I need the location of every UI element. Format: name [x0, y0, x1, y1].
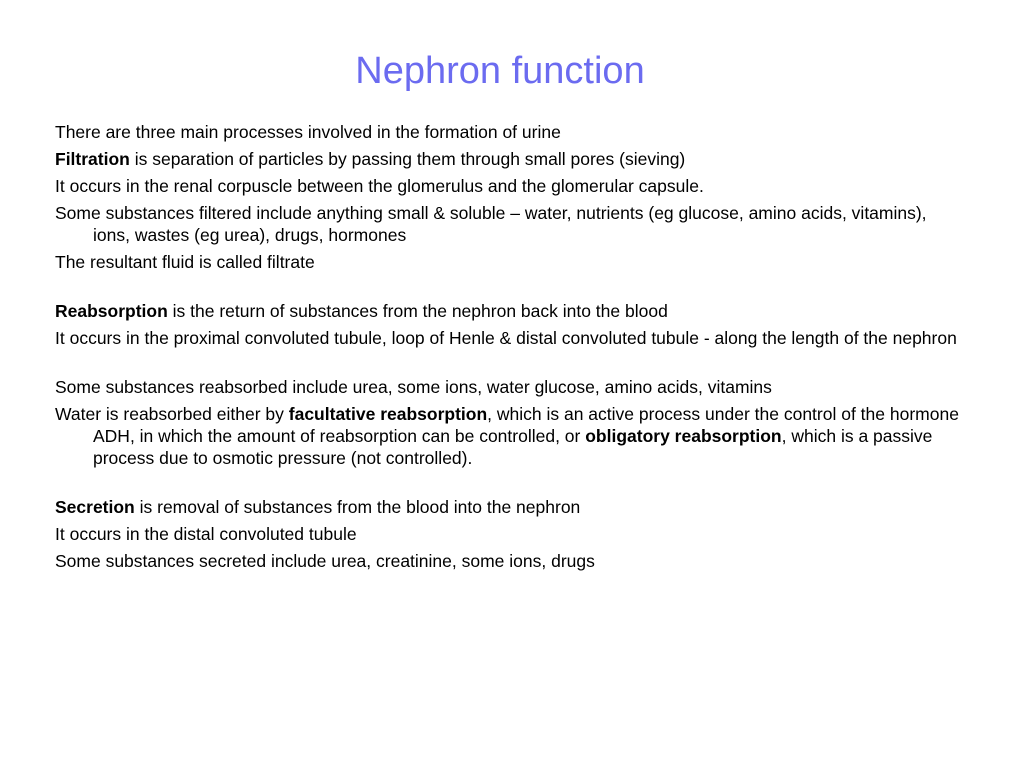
obligatory-term: obligatory reabsorption [585, 426, 782, 446]
filtration-substances: Some substances filtered include anything small & soluble – water, nutrients (eg glucose, amino acids, vitamins), ions, wastes (eg urea), drugs, hormones [55, 203, 927, 245]
filtration-term: Filtration [55, 149, 130, 169]
secretion-location: It occurs in the distal convoluted tubule [55, 524, 357, 544]
secretion-substances: Some substances secreted include urea, creatinine, some ions, drugs [55, 551, 595, 571]
section-spacer [55, 354, 965, 376]
reabsorption-location: It occurs in the proximal convoluted tubule, loop of Henle & distal convoluted tubule - along the length of the nephron [55, 328, 957, 348]
water-suffix: , which is a passive process due to osmotic pressure (not controlled). [93, 426, 933, 468]
section-spacer [55, 474, 965, 496]
slide-title: Nephron function [355, 50, 645, 92]
filtration-location: It occurs in the renal corpuscle between the glomerulus and the glomerular capsule. [55, 176, 704, 196]
reabsorption-definition [55, 300, 965, 322]
reabsorption-definition-text: is the return of substances from the nephron back into the blood [167, 301, 668, 321]
reabsorption-substances: Some substances reabsorbed include urea, some ions, water glucose, amino acids, vitamins [55, 377, 772, 397]
filtration-definition-text: is separation of particles by passing them through small pores (sieving) [129, 149, 686, 169]
section-spacer [55, 278, 965, 300]
filtration-result: The resultant fluid is called filtrate [55, 252, 315, 272]
intro-paragraph: There are three main processes involved in the formation of urine [55, 122, 561, 142]
water-middle: , which is an active process under the control of the hormone ADH, in which the amount of reabsorption can be controlled, or [93, 404, 959, 446]
water-reabsorption [55, 403, 965, 469]
slide-body [55, 121, 965, 577]
filtration-definition [55, 148, 965, 170]
reabsorption-term: Reabsorption [55, 301, 168, 321]
facultative-term: facultative reabsorption [288, 404, 488, 424]
secretion-definition [55, 496, 965, 518]
secretion-definition-text: is removal of substances from the blood into the nephron [134, 497, 581, 517]
secretion-term: Secretion [55, 497, 135, 517]
water-prefix: Water is reabsorbed either by [55, 404, 289, 424]
